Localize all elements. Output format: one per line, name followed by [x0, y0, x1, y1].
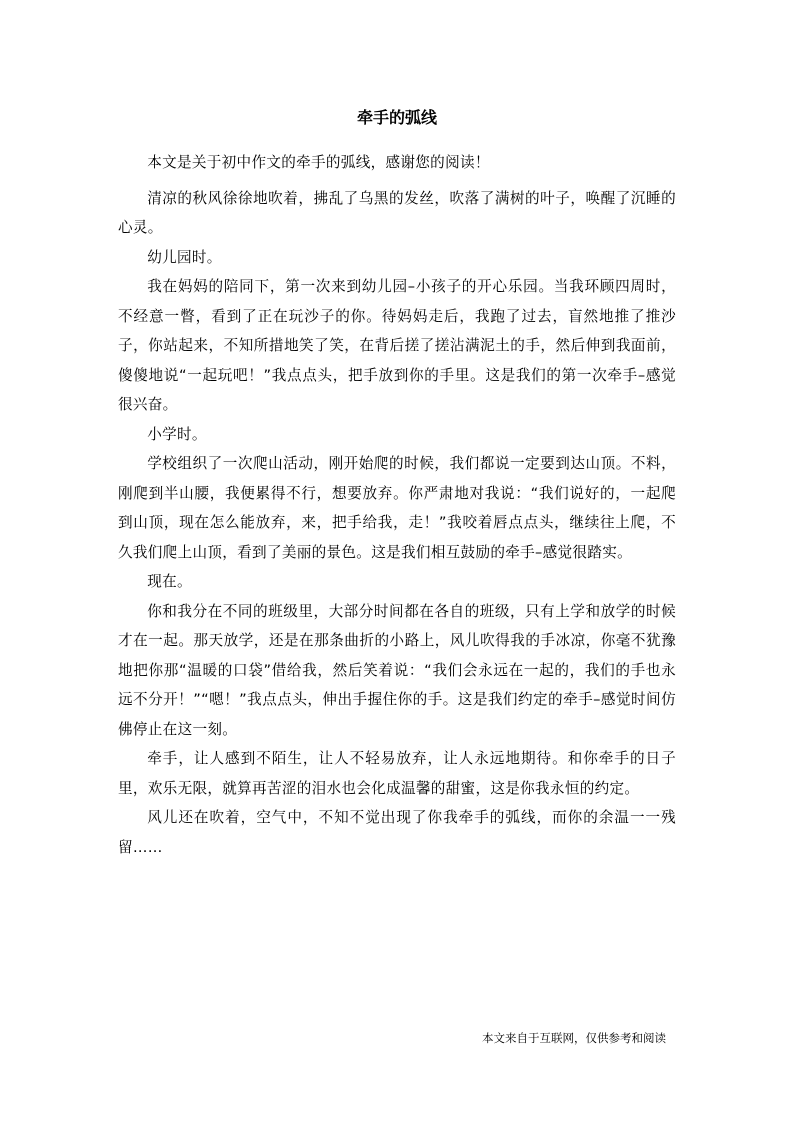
- paragraph-intro: 本文是关于初中作文的牵手的弧线，感谢您的阅读！: [147, 154, 490, 171]
- paragraph-autumn-wind: 清凉的秋风徐徐地吹着，拂乱了乌黑的发丝，吹落了满树的叶子，唤醒了沉睡的心灵。: [118, 189, 676, 236]
- paragraph-primary: 学校组织了一次爬山活动，刚开始爬的时候，我们都说一定要到达山顶。不料，刚爬到半山腰，我便累得不行，想要放弃。你严肃地对我说：“我们说好的，一起爬到山顶，现在怎么能放弃，来，把手给我，走！”我咬着唇点点头，继续往上爬，不久我们爬上山顶，看到了美丽的景色。这是我们相互鼓励的牵手–感觉很踏实。: [118, 455, 676, 561]
- document-title: 牵手的弧线: [356, 108, 437, 127]
- paragraph-holding-hands: 牵手，让人感到不陌生，让人不轻易放弃，让人永远地期待。和你牵手的日子里，欢乐无限，就算再苦涩的泪水也会化成温馨的甜蜜，这是你我永恒的约定。: [118, 750, 676, 797]
- footer-note: 本文来自于互联网，仅供参考和阅读: [482, 1031, 666, 1045]
- paragraph-kindergarten-heading: 幼儿园时。: [147, 248, 222, 266]
- paragraph-primary-heading: 小学时。: [147, 425, 207, 443]
- document-body: [118, 148, 676, 862]
- paragraph-kindergarten: 我在妈妈的陪同下，第一次来到幼儿园–小孩子的开心乐园。当我环顾四周时，不经意一瞥，看到了正在玩沙子的你。待妈妈走后，我跑了过去，盲然地推了推沙子，你站起来，不知所措地笑了笑，在背后搓了搓沾满泥土的手，然后伸到我面前，傻傻地说“一起玩吧！”我点点头，把手放到你的手里。这是我们的第一次牵手–感觉很兴奋。: [118, 278, 676, 413]
- paragraph-now-heading: 现在。: [147, 573, 192, 590]
- paragraph-now: 你和我分在不同的班级里，大部分时间都在各自的班级，只有上学和放学的时候才在一起。那天放学，还是在那条曲折的小路上，风儿吹得我的手冰凉，你毫不犹豫地把你那“温暖的口袋”借给我，然后笑着说：“我们会永远在一起的，我们的手也永远不分开！”“嗯！”我点点头，伸出手握住你的手。这是我们约定的牵手–感觉时间仿佛停止在这一刻。: [118, 602, 676, 738]
- paragraph-ending: 风儿还在吹着，空气中，不知不觉出现了你我牵手的弧线，而你的余温一一残留……: [118, 809, 676, 856]
